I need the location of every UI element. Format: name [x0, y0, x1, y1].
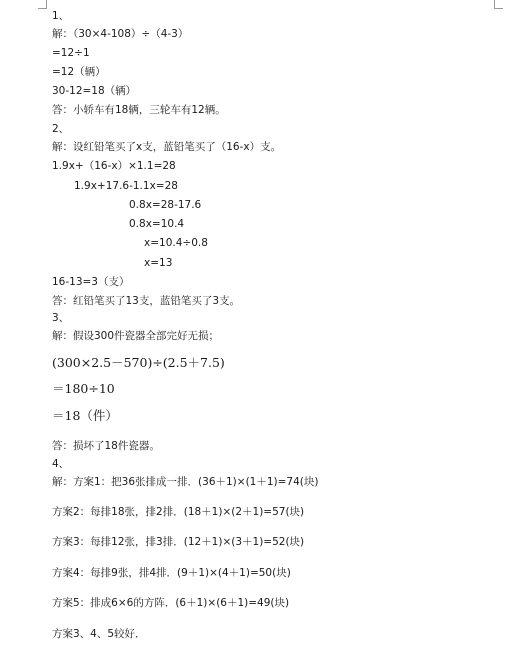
q1-line3: =12（辆） — [52, 66, 106, 78]
q1-line4: 30-12=18（辆） — [52, 85, 137, 97]
q2-line8: 16-13=3（支） — [52, 276, 130, 288]
q1-line2: =12÷1 — [52, 47, 90, 59]
q4-plan3: 方案3：每排12张，排3排．(12＋1)×(3＋1)=52(块) — [52, 536, 305, 548]
q2-line4: 0.8x=28-17.6 — [129, 199, 202, 211]
q3-line2: (300×2.5－570)÷(2.5＋7.5) — [52, 355, 225, 370]
q4-conclusion: 方案3、4、5较好． — [52, 628, 146, 640]
q2-line5: 0.8x=10.4 — [129, 218, 185, 230]
q4-plan2: 方案2：每排18张，排2排．(18＋1)×(2＋1)=57(块) — [52, 506, 305, 518]
q2-number: 2、 — [52, 123, 70, 135]
q1-number: 1、 — [52, 10, 70, 22]
q2-line6: x=10.4÷0.8 — [144, 237, 208, 249]
q2-line1: 解：设红铅笔买了x支，蓝铅笔买了（16-x）支。 — [52, 141, 282, 153]
q4-number: 4、 — [52, 458, 70, 470]
q4-plan5: 方案5：排成6×6的方阵．(6＋1)×(6＋1)=49(块) — [52, 597, 290, 609]
q3-number: 3、 — [52, 312, 70, 324]
q2-answer: 答：红铅笔买了13支，蓝铅笔买了3支。 — [52, 295, 241, 307]
q1-line1: 解：（30×4-108）÷（4-3） — [52, 28, 189, 40]
q2-line2: 1.9x+（16-x）×1.1=28 — [52, 160, 176, 172]
corner-mark-right — [494, 0, 503, 9]
q3-line4: ＝18（件） — [52, 408, 118, 423]
q2-line7: x=13 — [144, 257, 173, 269]
q4-plan1: 解：方案1：把36张排成一排．(36＋1)×(1＋1)=74(块) — [52, 476, 319, 488]
q3-answer: 答：损坏了18件瓷器。 — [52, 440, 160, 452]
corner-mark-left — [38, 0, 47, 9]
q2-line3: 1.9x+17.6-1.1x=28 — [74, 180, 178, 192]
q3-line1: 解：假设300件瓷器全部完好无损； — [52, 330, 220, 342]
q1-answer: 答：小轿车有18辆，三轮车有12辆。 — [52, 104, 226, 116]
q4-plan4: 方案4：每排9张，排4排．(9＋1)×(4＋1)=50(块) — [52, 567, 291, 579]
q3-line3: ＝180÷10 — [52, 381, 115, 396]
